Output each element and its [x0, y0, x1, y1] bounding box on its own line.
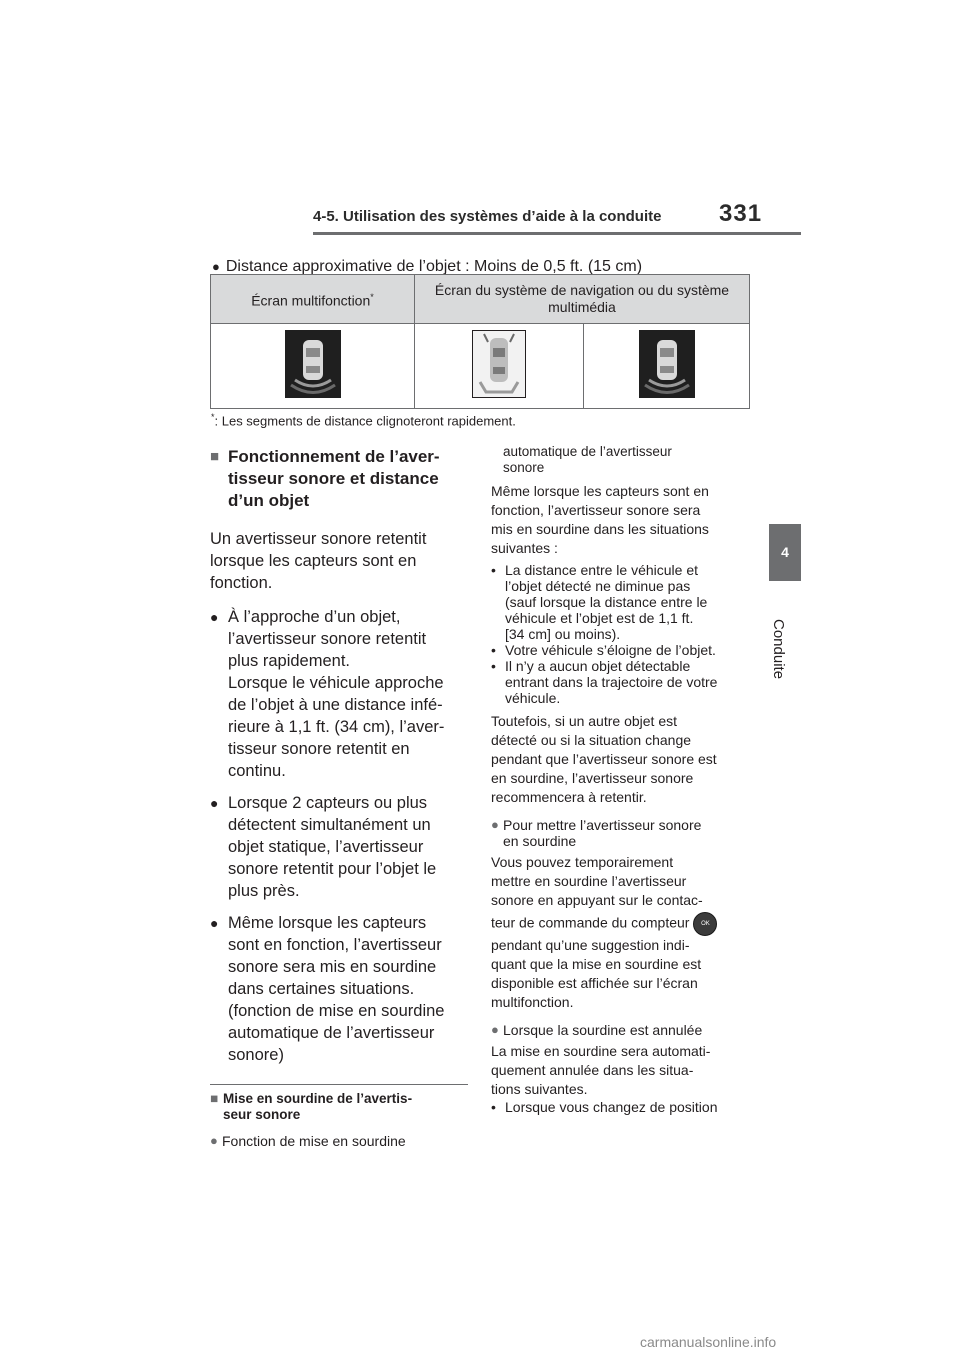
section-header: 4-5. Utilisation des systèmes d’aide à la conduite — [313, 208, 662, 225]
bullet-icon: ● — [210, 915, 219, 931]
circle-bullet-icon: ● — [210, 1133, 218, 1148]
circle-item: ● Pour mettre l’avertisseur sonore en sourdine — [491, 817, 702, 849]
circle-bullet-icon: ● — [491, 1022, 499, 1037]
table-header-nav: Écran du système de navigation ou du système multimédia — [415, 275, 750, 324]
dash-item: • Il n’y a aucun objet détectable entrant dans la trajectoire de votre véhicule. — [491, 658, 718, 706]
list-item: ● Lorsque 2 capteurs ou plus détectent simultanément un objet statique, l’avertisseur sonore retentit pour l’objet le plus près. — [210, 794, 437, 900]
continued-text: automatique de l’avertisseur sonore — [503, 444, 672, 475]
left-intro: Un avertisseur sonore retentit lorsque les capteurs sont en fonction. — [210, 530, 427, 592]
car-sensor-display-icon — [639, 330, 695, 398]
list-item: ● À l’approche d’un objet, l’avertisseur sonore retentit plus rapidement. Lorsque le véhicule approche de l’objet à une distance infé- rieure à 1,1 ft. (34 cm), l’aver- tisseur sonore retentit en continu. — [210, 608, 445, 780]
chapter-tab: 4 — [769, 524, 801, 581]
dash-item: • Votre véhicule s’éloigne de l’objet. — [491, 642, 716, 658]
left-column — [210, 446, 468, 1149]
display-table — [210, 274, 750, 409]
circle-item: ● Fonction de mise en sourdine — [210, 1133, 406, 1149]
circle-bullet-icon: ● — [491, 817, 499, 832]
sub-heading: ■ Mise en sourdine de l’avertis- seur sonore — [210, 1091, 413, 1122]
page-number: 331 — [719, 200, 763, 227]
sub-section-rule — [210, 1084, 468, 1085]
table-cell-multi — [211, 324, 415, 409]
list-item: ● Même lorsque les capteurs sont en fonction, l’avertisseur sonore sera mis en sourdine dans certaines situations. (fonction de mise en sourdine automatique de l’avertisseur sonore) — [210, 914, 445, 1064]
table-cell-nav-2 — [584, 324, 750, 409]
header-rule — [313, 232, 801, 235]
watermark[interactable]: carmanualsonline.info — [640, 1334, 777, 1350]
footnote: *: Les segments de distance clignoteront rapidement. — [211, 412, 516, 429]
chapter-label: Conduite — [770, 619, 787, 680]
bullet-icon: ● — [210, 795, 219, 811]
section-heading: ■ Fonctionnement de l’aver- tisseur sonore et distance d’un objet — [210, 447, 440, 510]
square-bullet-icon: ■ — [210, 448, 220, 465]
table-cell-nav-1 — [415, 324, 584, 409]
car-sensor-display-icon — [285, 330, 341, 398]
paragraph: Vous pouvez temporairement mettre en sourdine l’avertisseur sonore en appuyant sur le contac- teur de commande du compteur OK pendant qu’une suggestion indi- quant que la mise en sourdine est disponible est affichée sur l’écran multifonction. — [491, 853, 751, 1012]
paragraph: Toutefois, si un autre objet est détecté ou si la situation change pendant que l’avertisseur sonore est en sourdine, l’avertisseur sonore recommencera à retentir. — [491, 713, 717, 805]
intro-bullet: ● Distance approximative de l’objet : Moins de 0,5 ft. (15 cm) — [212, 258, 643, 275]
bullet-icon: ● — [212, 259, 220, 274]
paragraph: La mise en sourdine sera automati- quement annulée dans les situa- tions suivantes. — [491, 1043, 711, 1097]
bullet-icon: ● — [210, 609, 219, 625]
paragraph: Même lorsque les capteurs sont en fonction, l’avertisseur sonore sera mis en sourdine dans les situations suivantes : — [491, 483, 709, 556]
dash-item: • Lorsque vous changez de position — [491, 1099, 718, 1115]
right-column — [491, 444, 751, 1115]
left-bullet-list — [210, 606, 468, 1066]
circle-item: ● Lorsque la sourdine est annulée — [491, 1022, 703, 1038]
square-bullet-icon: ■ — [210, 1091, 219, 1106]
table-header-multi: Écran multifonction* — [211, 275, 415, 324]
car-sensor-display-icon — [472, 330, 526, 398]
ok-button-icon: OK — [693, 912, 717, 936]
dash-item: • La distance entre le véhicule et l’objet détecté ne diminue pas (sauf lorsque la distance entre le véhicule et l’objet est de 1,1 ft. [34 cm] ou moins). — [491, 562, 708, 642]
